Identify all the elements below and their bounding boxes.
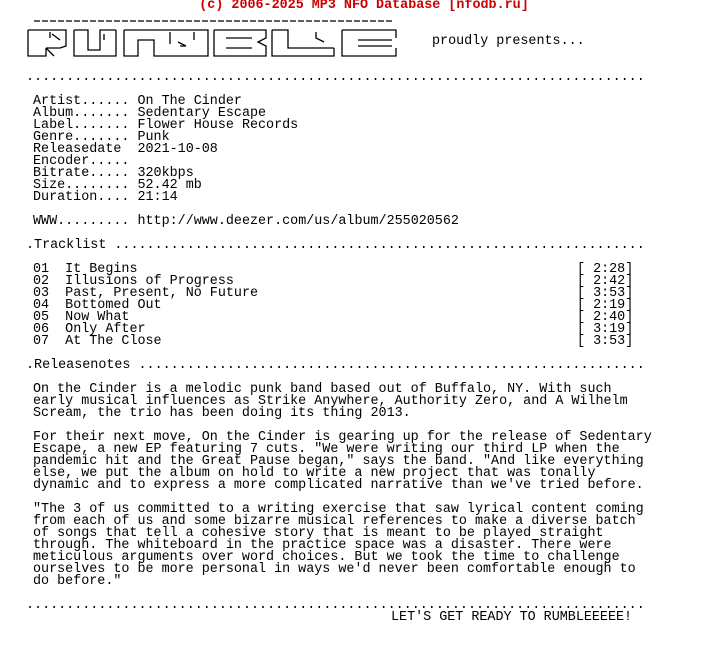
www-link[interactable]: http://www.deezer.com/us/album/255020562 <box>137 214 459 229</box>
tracklist-heading: .Tracklist .................................................................. <box>26 238 645 253</box>
proudly-presents: proudly presents... <box>432 34 585 49</box>
track-title: It Begins <box>65 262 138 277</box>
track-number: 01 <box>33 262 50 277</box>
artist-label: Artist...... <box>33 94 130 109</box>
duration-label: Duration.... <box>33 190 130 205</box>
track-row <box>33 336 162 348</box>
www-label: WWW......... <box>33 214 130 229</box>
releasenotes-paragraph: For their next move, On the Cinder is gearing up for the release of Sedentary Escape, a new EP featuring 7 cuts. "We were writing our third LP when the pandemic hit and the Great Pause began," says the band. "And like everything else, we put the album on hold to write a new project that was tonally dynamic and to express a more complicated narrative than we've tried before. <box>33 430 652 493</box>
releasenotes-paragraph: On the Cinder is a melodic punk band based out of Buffalo, NY. With such early musical influences as Strike Anywhere, Authority Zero, and A Wilhelm Scream, the trio has been doing its thing 2013. <box>33 382 628 421</box>
label-value: Flower House Records <box>137 118 299 133</box>
track-number: 04 <box>33 298 50 313</box>
track-title: Only After <box>65 322 146 337</box>
releasedate-label: Releasedate <box>33 142 122 157</box>
label-label: Label....... <box>33 118 130 133</box>
track-duration: [ 3:19] <box>577 322 634 337</box>
bitrate-label: Bitrate..... <box>33 166 130 181</box>
copyright-header: (c) 2006-2025 MP3 NFO Database [nfodb.ru] <box>199 0 529 13</box>
size-label: Size........ <box>33 178 130 193</box>
track-duration: [ 2:19] <box>577 298 634 313</box>
releasenotes-paragraph: "The 3 of us committed to a writing exercise that saw lyrical content coming from each of us and some bizarre musical references to make a diverse batch of songs that tell a cohesive story that is meant to be played straight through. The whiteboard in the practice space was a disaster. There were meticulous arguments over word choices. But we took the time to challenge ourselves to be more personal in ways we'd never been comfortable enough to do before." <box>33 502 644 589</box>
encoder-label: Encoder..... <box>33 154 130 169</box>
track-number: 05 <box>33 310 50 325</box>
artist-value: On The Cinder <box>137 94 242 109</box>
track-title: Past, Present, No Future <box>65 286 259 301</box>
track-title: At The Close <box>65 334 162 349</box>
track-title: Now What <box>65 310 130 325</box>
duration-value: 21:14 <box>137 190 178 205</box>
size-value: 52.42 mb <box>137 178 202 193</box>
info-www <box>33 216 459 228</box>
track-title: Bottomed Out <box>65 298 162 313</box>
track-number: 03 <box>33 286 50 301</box>
track-duration: [ 3:53] <box>577 334 634 349</box>
bitrate-value: 320kbps <box>137 166 194 181</box>
track-title: Illusions of Progress <box>65 274 234 289</box>
album-label: Album....... <box>33 106 130 121</box>
info-duration <box>33 192 178 204</box>
footer-tagline: LET'S GET READY TO RUMBLEEEEE! <box>391 610 633 625</box>
track-number: 06 <box>33 322 50 337</box>
track-number: 07 <box>33 334 50 349</box>
track-duration: [ 2:42] <box>577 274 634 289</box>
releasenotes-heading: .Releasenotes ............................................................... <box>26 358 645 373</box>
dot-divider: ............................................................................. <box>26 70 645 85</box>
releasedate-value: 2021-10-08 <box>137 142 218 157</box>
genre-value: Punk <box>137 130 170 145</box>
rumble-ascii-logo <box>26 20 400 62</box>
dot-divider: ............................................................................. <box>26 598 645 613</box>
track-number: 02 <box>33 274 50 289</box>
track-duration: [ 3:53] <box>577 286 634 301</box>
track-duration: [ 2:28] <box>577 262 634 277</box>
album-value: Sedentary Escape <box>137 106 267 121</box>
track-duration: [ 2:40] <box>577 310 634 325</box>
genre-label: Genre....... <box>33 130 130 145</box>
